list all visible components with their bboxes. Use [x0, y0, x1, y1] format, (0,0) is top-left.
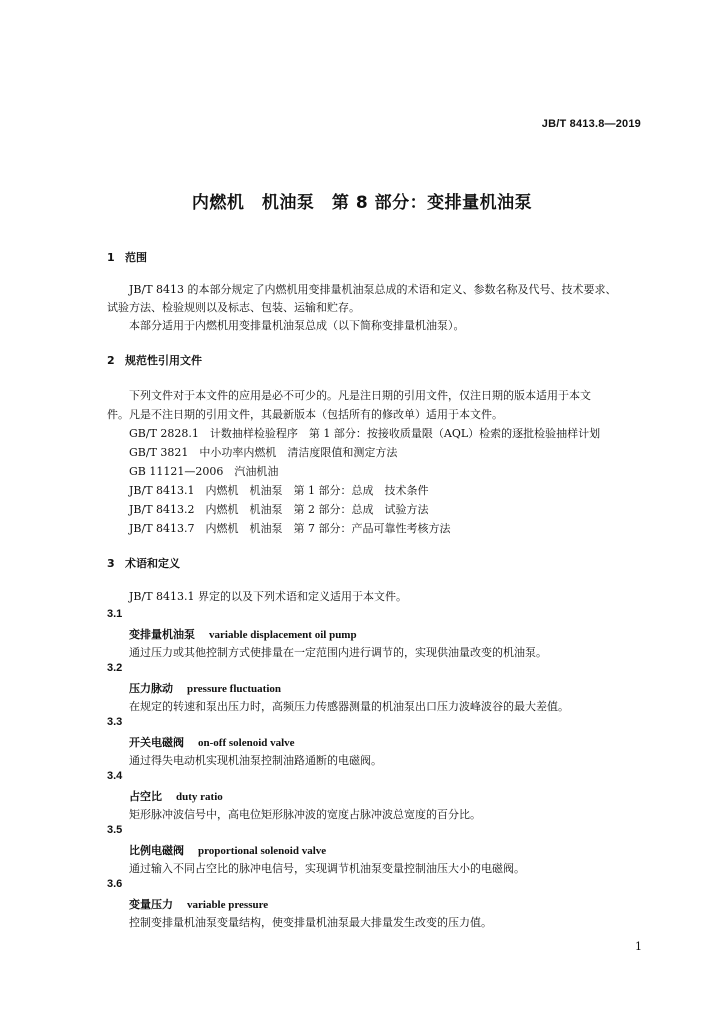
term-name-zh: 占空比: [129, 790, 162, 803]
term-name-en: duty ratio: [176, 791, 223, 803]
term-name-zh: 压力脉动: [129, 682, 173, 695]
section-heading-terms-and-definitions: [107, 555, 180, 571]
term-name-en: on-off solenoid valve: [198, 737, 295, 749]
paragraph-line: 本部分适用于内燃机用变排量机油泵总成（以下简称变排量机油泵）。: [129, 319, 465, 332]
standard-code: JB/T 8413.8—2019: [541, 118, 641, 130]
reference-item: JB/T 8413.1 内燃机 机油泵 第 1 部分：总成 技术条件: [129, 484, 429, 497]
term-name: [129, 896, 268, 912]
term-name: [129, 680, 281, 696]
reference-item: JB/T 8413.7 内燃机 机油泵 第 7 部分：产品可靠性考核方法: [129, 522, 451, 535]
paragraph-line: 件。凡是不注日期的引用文件，其最新版本（包括所有的修改单）适用于本文件。: [107, 408, 503, 421]
term-name-en: variable displacement oil pump: [209, 629, 357, 641]
term-name: [129, 626, 357, 642]
term-definition: 在规定的转速和泵出压力时，高频压力传感器测量的机油泵出口压力波峰波谷的最大差值。: [129, 700, 569, 713]
reference-item: JB/T 8413.2 内燃机 机油泵 第 2 部分：总成 试验方法: [129, 503, 429, 516]
reference-item: GB/T 3821 中小功率内燃机 清洁度限值和测定方法: [129, 446, 398, 459]
section-number: 1: [107, 251, 115, 264]
term-definition: 矩形脉冲波信号中，高电位矩形脉冲波的宽度占脉冲波总宽度的百分比。: [129, 808, 481, 821]
section-title: 规范性引用文件: [125, 354, 202, 367]
term-name-zh: 变量压力: [129, 898, 173, 911]
term-name-zh: 变排量机油泵: [129, 628, 195, 641]
term-number: 3.4: [107, 770, 123, 782]
reference-item: GB 11121—2006 汽油机油: [129, 465, 279, 478]
section-heading-scope: [107, 249, 147, 265]
section-number: 2: [107, 354, 115, 367]
term-name-zh: 开关电磁阀: [129, 736, 184, 749]
section-heading-normative-references: [107, 352, 202, 368]
paragraph-line: 下列文件对于本文件的应用是必不可少的。凡是注日期的引用文件，仅注日期的版本适用于本文: [129, 389, 591, 402]
term-definition: 通过得失电动机实现机油泵控制油路通断的电磁阀。: [129, 754, 382, 767]
term-definition: 控制变排量机油泵变量结构，使变排量机油泵最大排量发生改变的压力值。: [129, 916, 492, 929]
document-title: 内燃机 机油泵 第 8 部分：变排量机油泵: [191, 193, 533, 213]
term-name: [129, 842, 326, 858]
term-definition: 通过压力或其他控制方式使排量在一定范围内进行调节的，实现供油量改变的机油泵。: [129, 646, 547, 659]
term-number: 3.5: [107, 824, 123, 836]
term-definition: 通过输入不同占空比的脉冲电信号，实现调节机油泵变量控制油压大小的电磁阀。: [129, 862, 525, 875]
paragraph-line: 试验方法、检验规则以及标志、包装、运输和贮存。: [107, 301, 360, 314]
paragraph-line: JB/T 8413.1 界定的以及下列术语和定义适用于本文件。: [129, 590, 408, 603]
section-title: 术语和定义: [125, 557, 180, 570]
term-number: 3.1: [107, 608, 123, 620]
section-title: 范围: [125, 251, 147, 264]
term-name-zh: 比例电磁阀: [129, 844, 184, 857]
term-number: 3.2: [107, 662, 123, 674]
term-name-en: pressure fluctuation: [187, 683, 282, 695]
reference-item: GB/T 2828.1 计数抽样检验程序 第 1 部分：按接收质量限（AQL）检索的逐批检验抽样计划: [129, 427, 601, 440]
section-number: 3: [107, 557, 115, 570]
term-name: [129, 788, 223, 804]
term-name: [129, 734, 295, 750]
term-number: 3.3: [107, 716, 123, 728]
term-number: 3.6: [107, 878, 123, 890]
term-name-en: proportional solenoid valve: [198, 845, 327, 857]
term-name-en: variable pressure: [187, 899, 269, 911]
paragraph-line: JB/T 8413 的本部分规定了内燃机用变排量机油泵总成的术语和定义、参数名称及代号、技术要求、: [129, 283, 617, 296]
page-number: 1: [635, 940, 642, 953]
